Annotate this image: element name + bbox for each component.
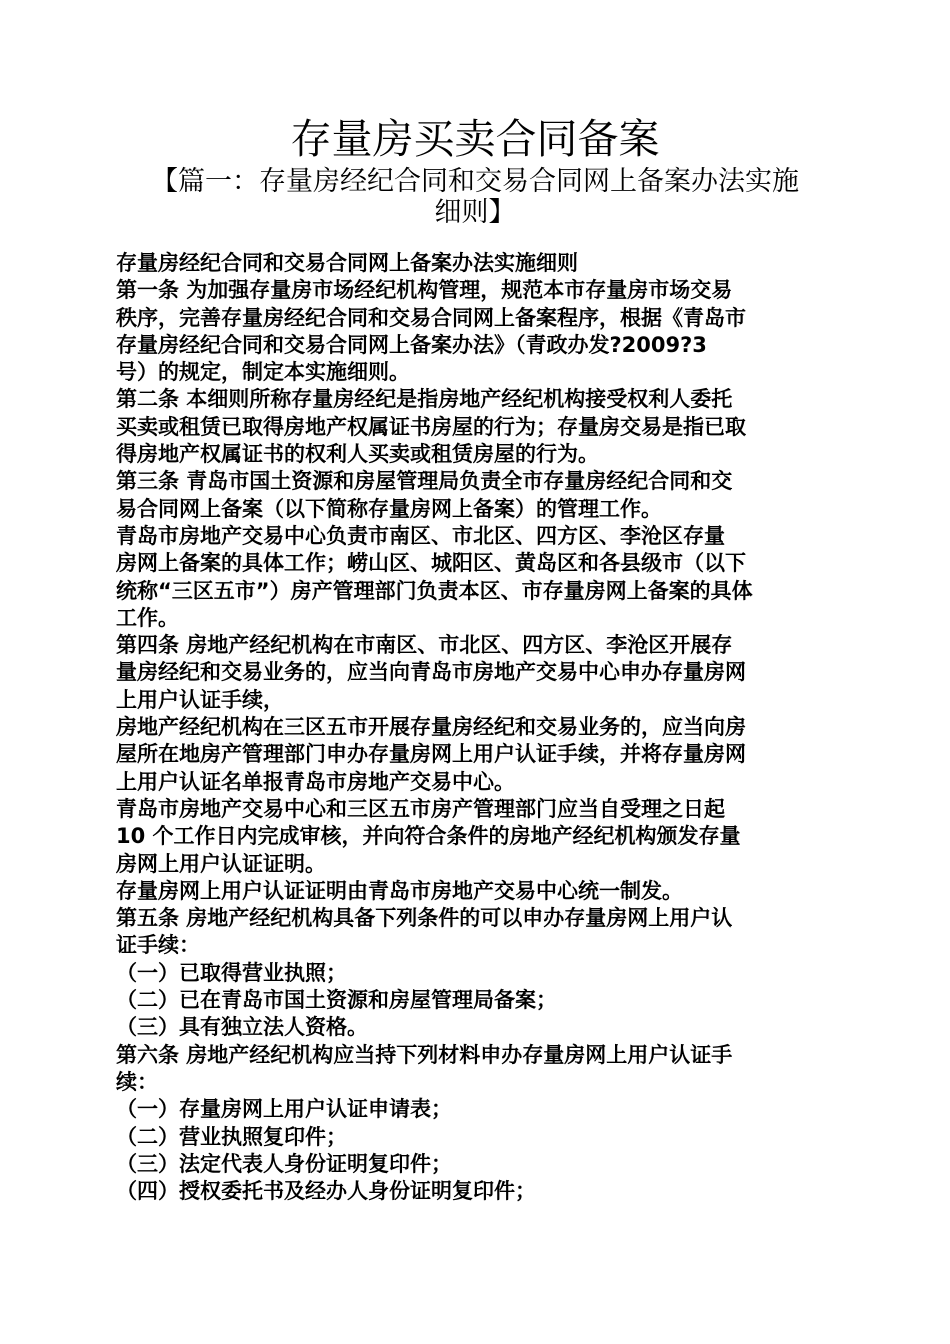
body-line: 第四条 房地产经纪机构在市南区、市北区、四方区、李沧区开展存 xyxy=(116,633,733,658)
body-line: 第一条 为加强存量房市场经纪机构管理，规范本市存量房市场交易 xyxy=(116,278,733,303)
body-line: 号）的规定，制定本实施细则。 xyxy=(116,360,410,385)
body-line: 买卖或租赁已取得房地产权属证书房屋的行为；存量房交易是指已取 xyxy=(116,414,746,439)
list-item: （二）已在青岛市国土资源和房屋管理局备案； xyxy=(116,988,557,1013)
list-item: （二）营业执照复印件； xyxy=(116,1124,347,1149)
body-heading: 存量房经纪合同和交易合同网上备案办法实施细则 xyxy=(116,251,578,275)
document-title: 存量房买卖合同备案 xyxy=(290,115,660,163)
body-line: 存量房网上用户认证证明由青岛市房地产交易中心统一制发。 xyxy=(116,878,683,903)
list-item: （三）具有独立法人资格。 xyxy=(116,1015,368,1040)
body-line: 易合同网上备案（以下简称存量房网上备案）的管理工作。 xyxy=(116,496,662,521)
body-line: 续： xyxy=(116,1069,158,1094)
body-line: 青岛市房地产交易中心和三区五市房产管理部门应当自受理之日起 xyxy=(116,796,725,821)
body-line: 房地产经纪机构在三区五市开展存量房经纪和交易业务的，应当向房 xyxy=(116,715,746,740)
body-line: 得房地产权属证书的权利人买卖或租赁房屋的行为。 xyxy=(116,442,599,467)
body-line: 存量房经纪合同和交易合同网上备案办法》（青政办发?2009?3 xyxy=(116,332,707,357)
list-item: （四）授权委托书及经办人身份证明复印件； xyxy=(116,1179,536,1204)
body-line: 上用户认证手续， xyxy=(116,687,284,712)
body-line: 10 个工作日内完成审核，并向符合条件的房地产经纪机构颁发存量 xyxy=(116,824,741,849)
body-line: 第二条 本细则所称存量房经纪是指房地产经纪机构接受权利人委托 xyxy=(116,387,733,412)
body-line: 上用户认证名单报青岛市房地产交易中心。 xyxy=(116,769,515,794)
list-item: （一）存量房网上用户认证申请表； xyxy=(116,1097,452,1122)
body-line: 量房经纪和交易业务的，应当向青岛市房地产交易中心申办存量房网 xyxy=(116,660,746,685)
body-line: 统称“三区五市”）房产管理部门负责本区、市存量房网上备案的具体 xyxy=(116,578,753,603)
list-item: （三）法定代表人身份证明复印件； xyxy=(116,1151,452,1176)
body-line: 青岛市房地产交易中心负责市南区、市北区、四方区、李沧区存量 xyxy=(116,523,725,548)
subtitle-line-2: 细则】 xyxy=(434,197,516,228)
body-line: 房网上备案的具体工作；崂山区、城阳区、黄岛区和各县级市（以下 xyxy=(116,551,746,576)
subtitle-line-1: 【篇一：存量房经纪合同和交易合同网上备案办法实施 xyxy=(151,166,799,197)
body-line: 第三条 青岛市国土资源和房屋管理局负责全市存量房经纪合同和交 xyxy=(116,469,733,494)
document-body xyxy=(116,250,836,1205)
list-item: （一）已取得营业执照； xyxy=(116,960,347,985)
body-line: 第五条 房地产经纪机构具备下列条件的可以申办存量房网上用户认 xyxy=(116,906,733,931)
body-line: 第六条 房地产经纪机构应当持下列材料申办存量房网上用户认证手 xyxy=(116,1042,733,1067)
body-line: 秩序，完善存量房经纪合同和交易合同网上备案程序，根据《青岛市 xyxy=(116,305,746,330)
body-line: 证手续： xyxy=(116,933,200,958)
body-line: 屋所在地房产管理部门申办存量房网上用户认证手续，并将存量房网 xyxy=(116,742,746,767)
document-subtitle xyxy=(110,166,840,228)
body-line: 工作。 xyxy=(116,605,179,630)
body-line: 房网上用户认证证明。 xyxy=(116,851,326,876)
